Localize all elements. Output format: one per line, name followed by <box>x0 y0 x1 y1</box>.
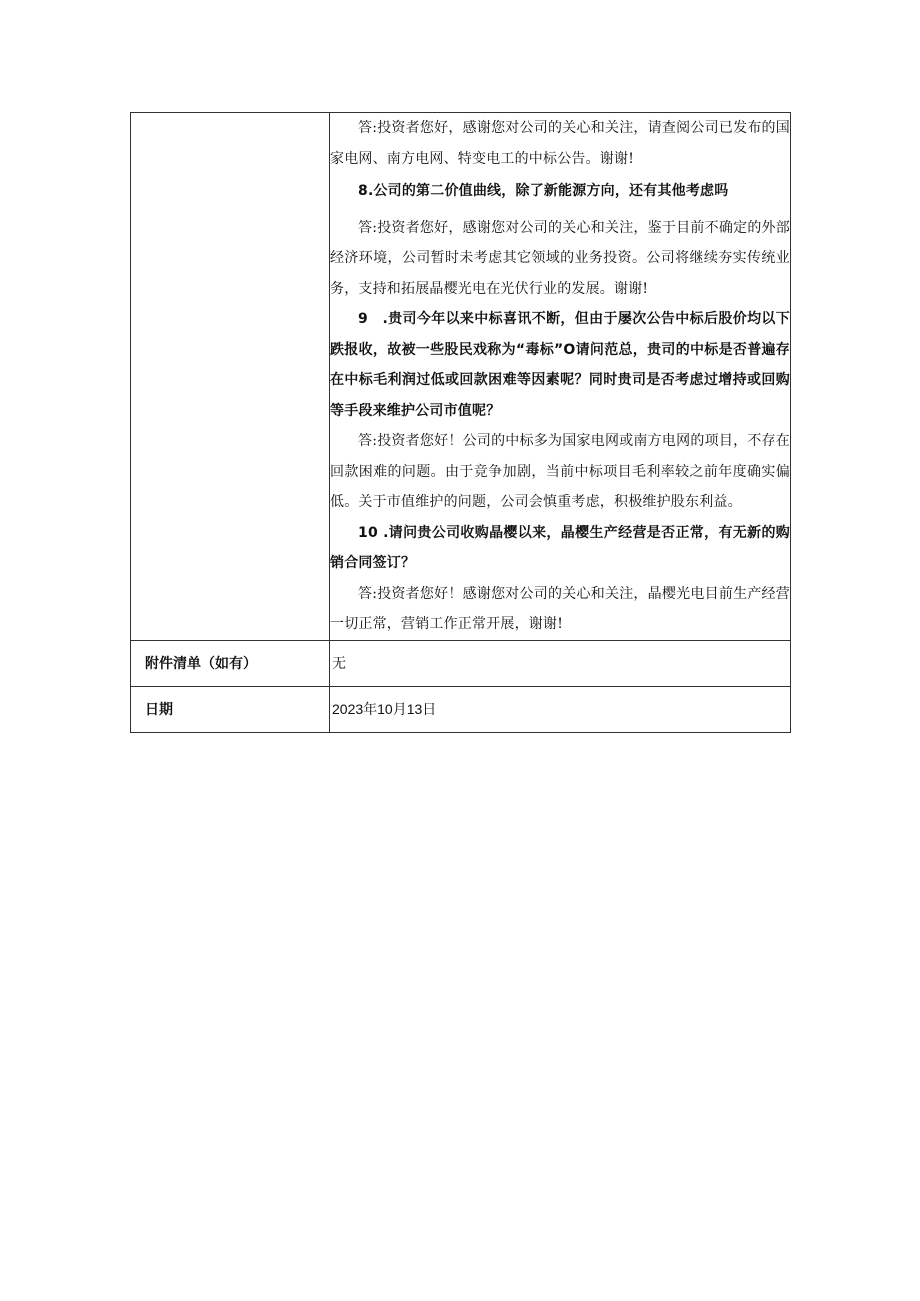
qa-content-cell <box>330 113 791 641</box>
question-8: 8.公司的第二价值曲线，除了新能源方向，还有其他考虑吗 <box>358 183 729 199</box>
date-row <box>131 686 791 732</box>
answer-8: 答:投资者您好，感谢您对公司的关心和关注，鉴于目前不确定的外部经济环境，公司暂时未考虑其它领域的业务投资。公司将继续夯实传统业务，支持和拓展晶樱光电在光伏行业的发展。谢谢! <box>330 219 790 297</box>
question-10: 10 .请问贵公司收购晶樱以来，晶樱生产经营是否正常，有无新的购销合同签订？ <box>330 524 790 571</box>
answer-7: 答:投资者您好，感谢您对公司的关心和关注，请查阅公司已发布的国家电网、南方电网、特变电工的中标公告。谢谢! <box>330 120 790 167</box>
attachments-value: 无 <box>330 640 791 686</box>
attachments-row <box>131 640 791 686</box>
date-label: 日期 <box>131 686 330 732</box>
attachments-label: 附件清单（如有） <box>131 640 330 686</box>
date-value: 2023年10月13日 <box>330 686 791 732</box>
qa-row <box>131 113 791 641</box>
investor-relations-table <box>130 112 791 733</box>
answer-10: 答:投资者您好！感谢您对公司的关心和关注，晶樱光电目前生产经营一切正常，营销工作正常开展，谢谢! <box>330 585 790 632</box>
qa-label-cell <box>131 113 330 641</box>
answer-9: 答:投资者您好！公司的中标多为国家电网或南方电网的项目，不存在回款困难的问题。由于竞争加剧，当前中标项目毛利率较之前年度确实偏低。关于市值维护的问题，公司会慎重考虑，积极维护股东利益。 <box>330 433 790 510</box>
question-9: 9 .贵司今年以来中标喜讯不断，但由于屡次公告中标后股价均以下跌报收，故被一些股民戏称为“毒标”O请问范总，贵司的中标是否普遍存在中标毛利润过低或回款困难等因素呢？同时贵司是否考虑过增持或回购等手段来维护公司市值呢？ <box>330 311 790 419</box>
